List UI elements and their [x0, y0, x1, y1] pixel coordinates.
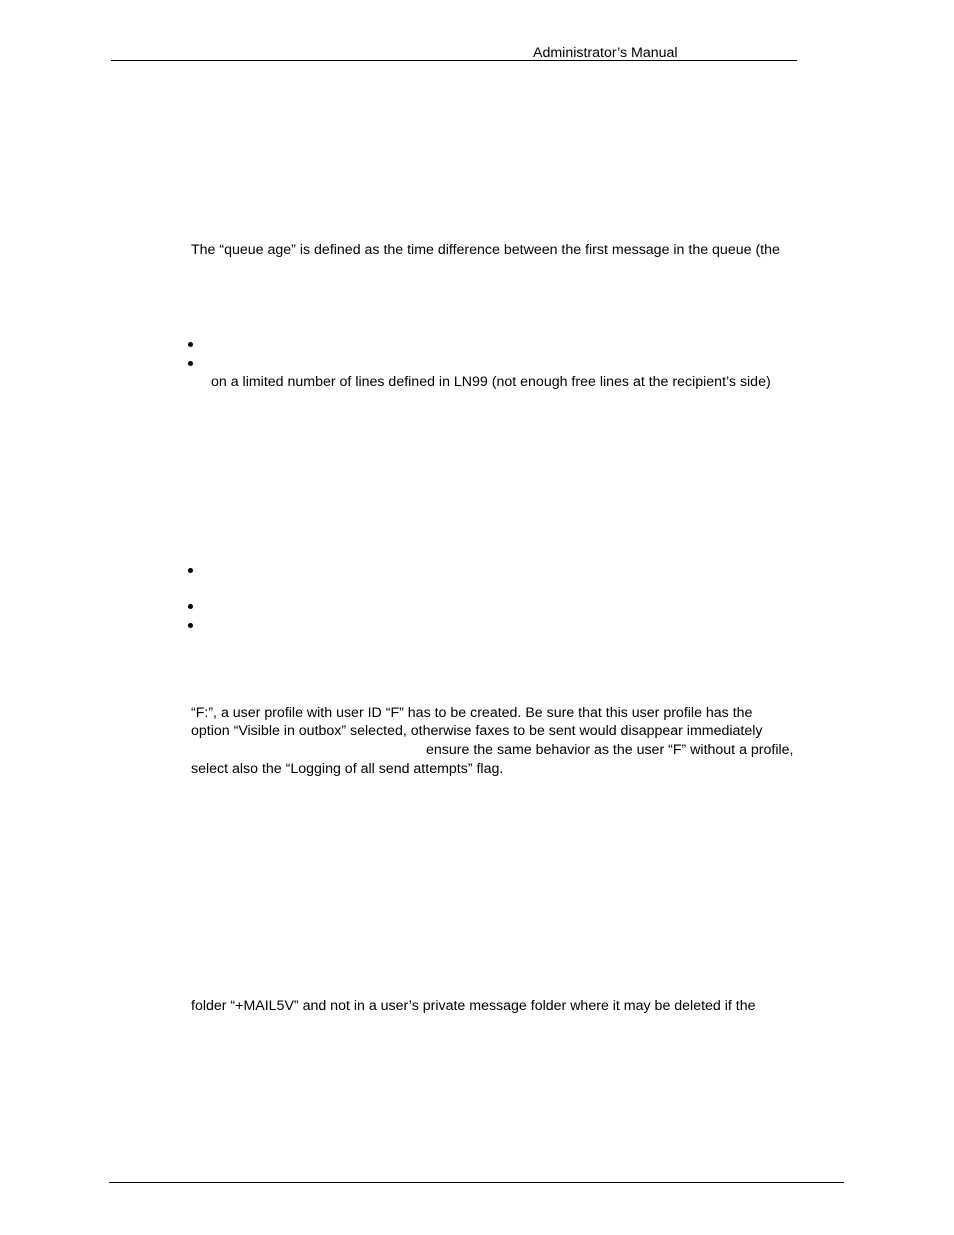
header-divider — [111, 60, 797, 61]
paragraph-line: “F:”, a user profile with user ID “F” has to be created. Be sure that this user profile has the — [191, 705, 753, 721]
limited-lines-text: on a limited number of lines defined in LN99 (not enough free lines at the recipient’s side) — [211, 374, 771, 390]
bullet-icon — [188, 623, 193, 628]
paragraph-line: ensure the same behavior as the user “F” without a profile, — [426, 742, 794, 758]
bullet-icon — [188, 604, 193, 609]
bullet-icon — [188, 342, 193, 347]
paragraph-line: option “Visible in outbox” selected, otherwise faxes to be sent would disappear immediately — [191, 723, 763, 739]
footer-divider — [109, 1182, 844, 1183]
manual-title: Administrator’s Manual — [533, 45, 678, 61]
paragraph-line: select also the “Logging of all send attempts” flag. — [191, 761, 504, 777]
bullet-icon — [188, 361, 193, 366]
bullet-icon — [188, 568, 193, 573]
folder-text: folder “+MAIL5V” and not in a user’s private message folder where it may be deleted if the — [191, 998, 756, 1014]
queue-age-definition: The “queue age” is defined as the time difference between the first message in the queue (the — [191, 242, 780, 258]
